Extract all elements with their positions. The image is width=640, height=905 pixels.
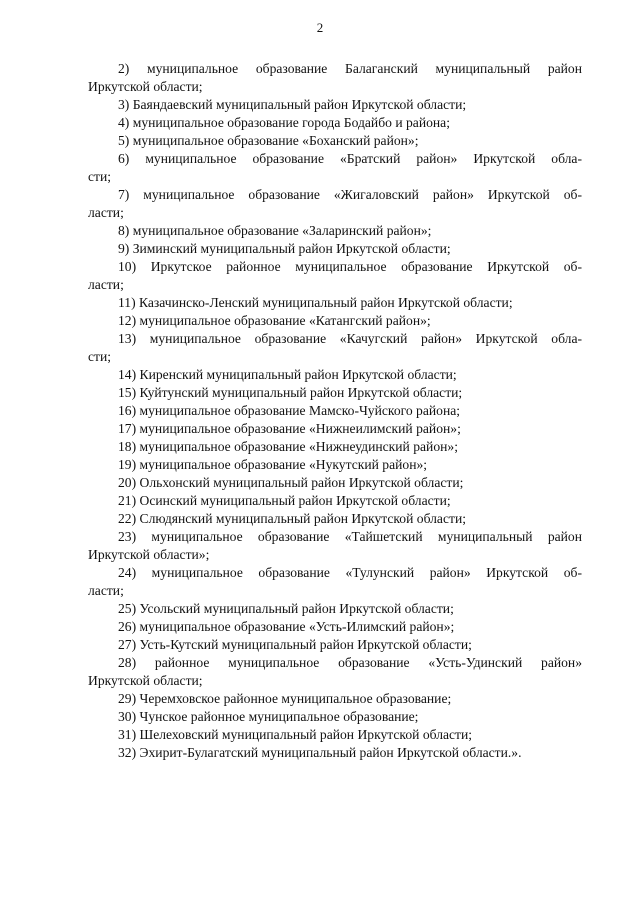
list-item-text: 21) Осинский муниципальный район Иркутской области; [118, 493, 451, 508]
list-item-text: 4) муниципальное образование города Бодайбо и района; [118, 115, 450, 130]
list-item [88, 690, 582, 708]
list-item-text: 15) Куйтунский муниципальный район Иркутской области; [118, 385, 463, 400]
list-item-text: 32) Эхирит-Булагатский муниципальный район Иркутской области.». [118, 745, 522, 760]
list-item-text: 20) Ольхонский муниципальный район Иркутской области; [118, 475, 464, 490]
list-item [88, 420, 582, 438]
list-item [88, 600, 582, 618]
list-item-text: 28) районное муниципальное образование «Усть-Удинский район» [118, 655, 582, 670]
list-item-text: 22) Слюдянский муниципальный район Иркутской области; [118, 511, 466, 526]
list-item-text: 27) Усть-Кутский муниципальный район Иркутской области; [118, 637, 472, 652]
list-item-continuation: ласти; [88, 583, 124, 598]
list-item-continuation: Иркутской области; [88, 673, 203, 688]
list-item-text: 10) Иркутское районное муниципальное образование Иркутской об- [118, 259, 582, 274]
page-number: 2 [316, 20, 324, 35]
list-item [88, 222, 582, 240]
list-item [88, 528, 582, 564]
list-item [88, 150, 582, 186]
list-item [88, 312, 582, 330]
list-item-text: 2) муниципальное образование Балаганский муниципальный район [118, 61, 582, 76]
list-item-text: 19) муниципальное образование «Нукутский район»; [118, 457, 428, 472]
list-item-continuation: сти; [88, 349, 112, 364]
list-item-text: 29) Черемховское районное муниципальное образование; [118, 691, 452, 706]
list-item-text: 31) Шелеховский муниципальный район Иркутской области; [118, 727, 473, 742]
list-item-continuation: Иркутской области»; [88, 547, 210, 562]
list-item [88, 618, 582, 636]
list-item [88, 744, 582, 762]
list-item-text: 7) муниципальное образование «Жигаловский район» Иркутской об- [118, 187, 582, 202]
list-item [88, 510, 582, 528]
list-item [88, 708, 582, 726]
list-item-text: 14) Киренский муниципальный район Иркутской области; [118, 367, 457, 382]
list-item-continuation: Иркутской области; [88, 79, 203, 94]
list-item-text: 9) Зиминский муниципальный район Иркутской области; [118, 241, 451, 256]
list-item [88, 186, 582, 222]
list-item-text: 25) Усольский муниципальный район Иркутской области; [118, 601, 454, 616]
list-item [88, 384, 582, 402]
list-item [88, 564, 582, 600]
list-item-text: 18) муниципальное образование «Нижнеудинский район»; [118, 439, 458, 454]
list-item-text: 13) муниципальное образование «Качугский район» Иркутской обла- [118, 331, 582, 346]
list-item-text: 26) муниципальное образование «Усть-Илимский район»; [118, 619, 455, 634]
list-item-text: 8) муниципальное образование «Заларинский район»; [118, 223, 432, 238]
list-item [88, 474, 582, 492]
list-item [88, 96, 582, 114]
list-item [88, 636, 582, 654]
list-item [88, 294, 582, 312]
list-item [88, 114, 582, 132]
list-item-text: 23) муниципальное образование «Тайшетский муниципальный район [118, 529, 582, 544]
list-item [88, 492, 582, 510]
list-item-text: 17) муниципальное образование «Нижнеилимский район»; [118, 421, 461, 436]
list-item [88, 456, 582, 474]
list-item-text: 12) муниципальное образование «Катангский район»; [118, 313, 431, 328]
list-item [88, 726, 582, 744]
list-item [88, 654, 582, 690]
list-item-text: 30) Чунское районное муниципальное образование; [118, 709, 419, 724]
list-item-continuation: ласти; [88, 277, 124, 292]
list-item-continuation: ласти; [88, 205, 124, 220]
list-item-text: 5) муниципальное образование «Боханский район»; [118, 133, 419, 148]
list-item-text: 11) Казачинско-Ленский муниципальный район Иркутской области; [118, 295, 513, 310]
list-item [88, 438, 582, 456]
list-item [88, 258, 582, 294]
list-item-continuation: сти; [88, 169, 112, 184]
municipality-list [88, 60, 582, 762]
list-item-text: 6) муниципальное образование «Братский район» Иркутской обла- [118, 151, 582, 166]
list-item [88, 60, 582, 96]
list-item [88, 366, 582, 384]
list-item-text: 16) муниципальное образование Мамско-Чуйского района; [118, 403, 461, 418]
list-item [88, 402, 582, 420]
list-item [88, 330, 582, 366]
list-item [88, 240, 582, 258]
list-item-text: 24) муниципальное образование «Тулунский район» Иркутской об- [118, 565, 582, 580]
list-item [88, 132, 582, 150]
list-item-text: 3) Баяндаевский муниципальный район Иркутской области; [118, 97, 467, 112]
